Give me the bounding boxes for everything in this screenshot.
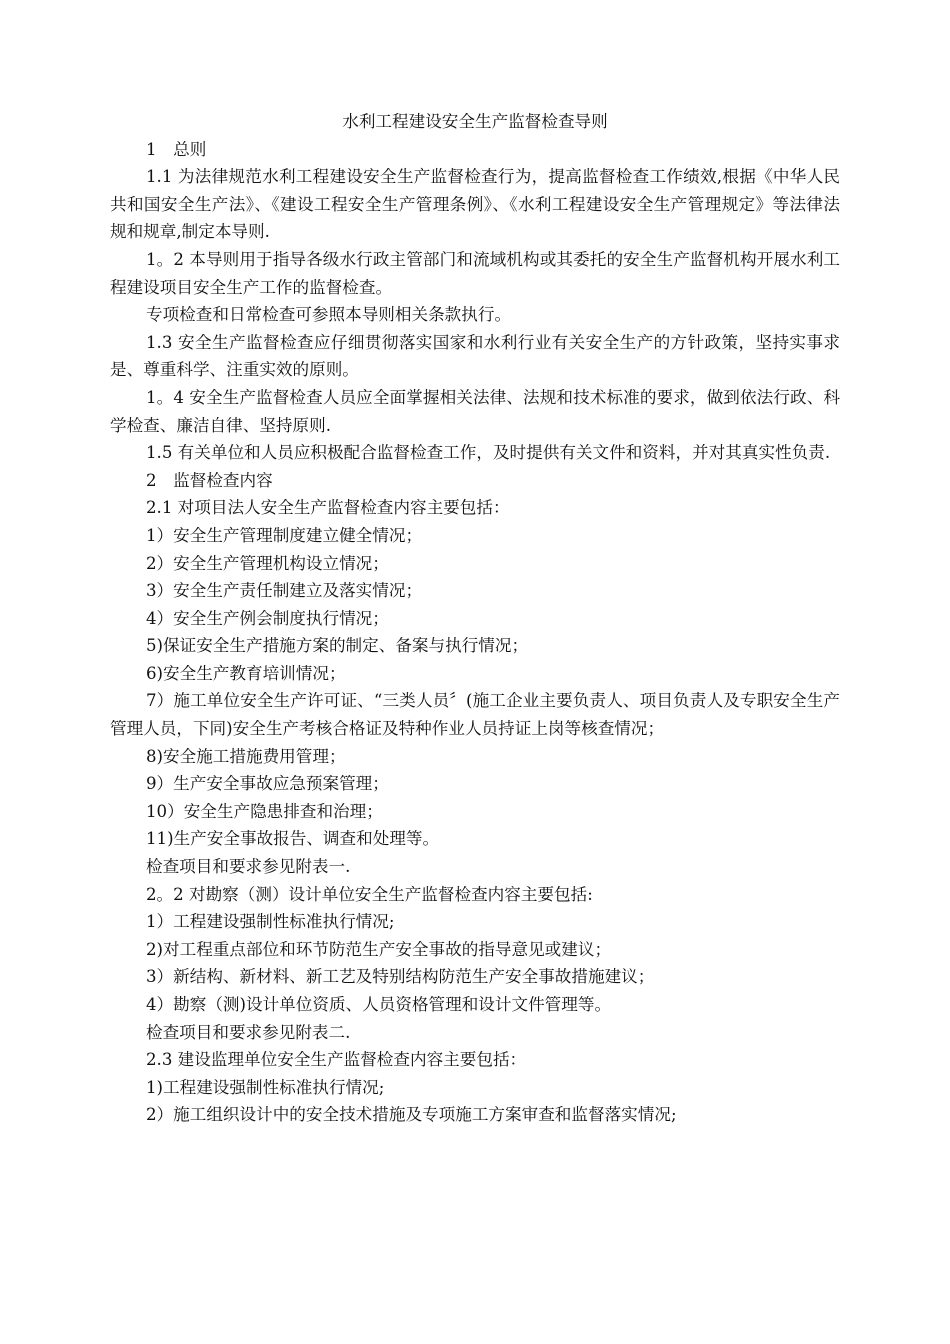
list-item: 2）安全生产管理机构设立情况； [146,553,389,573]
paragraph: 1.3 安全生产监督检查应仔细贯彻落实国家和水利行业有关安全生产的方针政策，坚持实事求是、尊重科学、注重实效的原则。 [110,332,840,380]
paragraph: 2。2 对勘察（测）设计单位安全生产监督检查内容主要包括: [146,884,593,904]
list-item: 6)安全生产教育培训情况； [146,663,346,683]
list-item: 3）新结构、新材料、新工艺及特别结构防范生产安全事故措施建议； [146,967,655,987]
list-item: 4）勘察（测)设计单位资质、人员资格管理和设计文件管理等。 [146,995,612,1014]
list-item: 7）施工单位安全生产许可证、“三类人员〞(施工企业主要负责人、项目负责人及专职安全生产管理人员，下同)安全生产考核合格证及特种作业人员持证上岗等核查情况； [110,691,840,739]
paragraph: 2.1 对项目法人安全生产监督检查内容主要包括： [146,498,510,518]
paragraph: 检查项目和要求参见附表二. [146,1022,351,1042]
list-item: 8)安全施工措施费用管理； [146,746,346,766]
section-heading: 2 监督检查内容 [146,470,273,490]
list-item: 1）安全生产管理制度建立健全情况； [146,525,423,545]
paragraph: 1。4 安全生产监督检查人员应全面掌握相关法律、法规和技术标准的要求，做到依法行政、科学检查、廉洁自律、坚持原则. [110,387,840,435]
list-item: 1）工程建设强制性标准执行情况; [146,912,395,932]
list-item: 4）安全生产例会制度执行情况； [146,608,389,628]
list-item: 1)工程建设强制性标准执行情况; [146,1077,385,1097]
document-page [110,108,840,1129]
list-item: 10）安全生产隐患排查和治理； [146,801,383,821]
paragraph: 检查项目和要求参见附表一. [146,857,351,877]
paragraph: 1.5 有关单位和人员应积极配合监督检查工作，及时提供有关文件和资料，并对其真实性负责. [146,443,831,463]
paragraph: 专项检查和日常检查可参照本导则相关条款执行。 [146,305,512,325]
paragraph: 1。2 本导则用于指导各级水行政主管部门和流域机构或其委托的安全生产监督机构开展水利工程建设项目安全生产工作的监督检查。 [110,249,840,297]
document-title: 水利工程建设安全生产监督检查导则 [342,112,608,131]
list-item: 2)对工程重点部位和环节防范生产安全事故的指导意见或建议； [146,939,612,959]
paragraph: 1.1 为法律规范水利工程建设安全生产监督检查行为，提高监督检查工作绩效,根据《中华人民共和国安全生产法》、《建设工程安全生产管理条例》、《水利工程建设安全生产管理规定》等法律法规和规章,制定本导则. [110,167,840,242]
list-item: 11)生产安全事故报告、调查和处理等。 [146,829,440,849]
document-body [110,136,840,1129]
list-item: 5)保证安全生产措施方案的制定、备案与执行情况； [146,636,529,656]
list-item: 3）安全生产责任制建立及落实情况； [146,581,423,601]
section-heading: 1 总则 [146,139,207,159]
list-item: 9）生产安全事故应急预案管理； [146,774,389,794]
list-item: 2）施工组织设计中的安全技术措施及专项施工方案审查和监督落实情况; [146,1105,677,1125]
paragraph: 2.3 建设监理单位安全生产监督检查内容主要包括： [146,1050,527,1070]
